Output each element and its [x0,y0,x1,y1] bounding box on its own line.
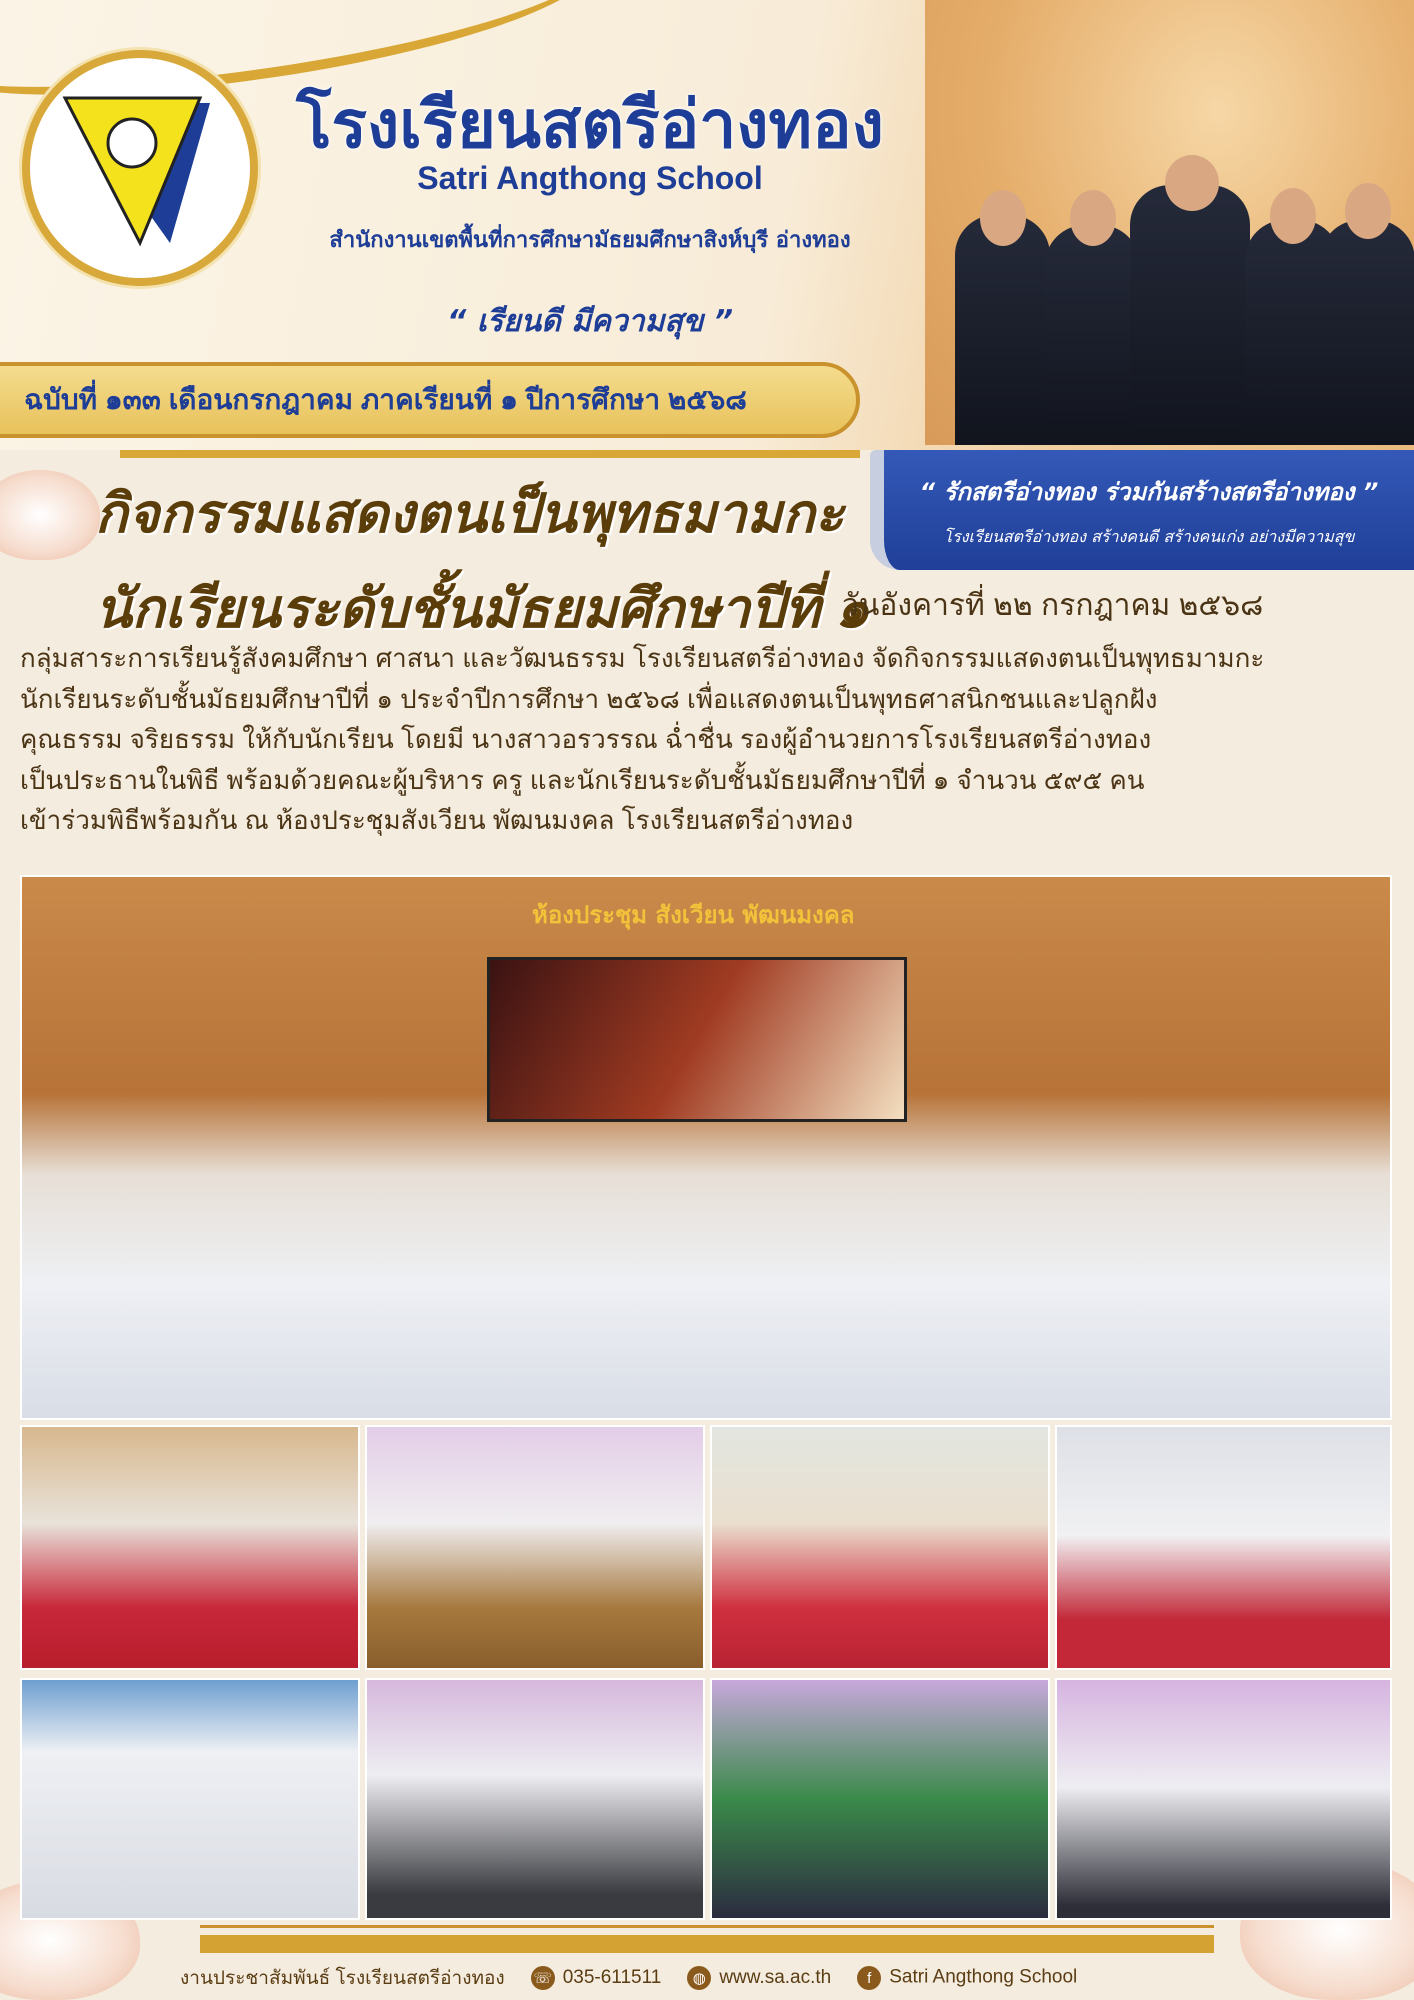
headline-line2: นักเรียนระดับชั้นมัธยมศึกษาปีที่ ๑ [95,579,870,639]
photo-student-bowing [710,1425,1050,1670]
facebook-icon: f [857,1966,881,1990]
footer-phone[interactable] [531,1966,662,1990]
photo-students-seated-hall [1055,1678,1392,1920]
footer-facebook[interactable] [857,1966,1077,1990]
lotus-decoration [0,470,100,560]
footer-department: งานประชาสัมพันธ์ โรงเรียนสตรีอ่างทอง [180,1968,505,1989]
footer [180,1958,1077,1998]
website-link: www.sa.ac.th [719,1967,832,1988]
issue-banner: ฉบับที่ ๑๓๓ เดือนกรกฎาคม ภาคเรียนที่ ๑ ปีการศึกษา ๒๕๖๘ [0,362,860,438]
motto: “ เรียนดี มีความสุข ” [446,304,734,339]
footer-bar [200,1935,1214,1953]
slogan-line1: “ รักสตรีอ่างทอง ร่วมกันสร้างสตรีอ่างทอง ” [919,478,1379,506]
school-logo [22,50,258,286]
school-name-en: Satri Angthong School [417,160,763,196]
facebook-page: Satri Angthong School [889,1966,1078,1988]
photo-students-green [710,1678,1050,1920]
phone-icon: ☏ [531,1966,555,1990]
photo-teachers-seated [365,1425,705,1670]
photo-students-praying [1055,1425,1392,1670]
photo-monk-offering [20,1425,360,1670]
body-line: เข้าร่วมพิธีพร้อมกัน ณ ห้องประชุมสังเวียน พัฒนมงคล โรงเรียนสตรีอ่างทอง [20,805,854,835]
body-line: กลุ่มสาระการเรียนรู้สังคมศึกษา ศาสนา และวัฒนธรรม โรงเรียนสตรีอ่างทอง จัดกิจกรรมแสดงตนเป็นพุทธมามกะ [20,643,1265,673]
article-body [20,638,1400,841]
footer-divider [200,1925,1214,1928]
slogan-scroll [870,450,1414,570]
footer-website[interactable] [687,1966,831,1990]
headline-line1: กิจกรรมแสดงตนเป็นพุทธมามกะ [95,484,844,544]
body-line: นักเรียนระดับชั้นมัธยมศึกษาปีที่ ๑ ประจำปีการศึกษา ๒๕๖๘ เพื่อแสดงตนเป็นพุทธศาสนิกชนและปลูกฝัง [20,683,1158,714]
main-photo-hall [20,875,1392,1420]
projection-screen [487,957,907,1122]
article-date: วันอังคารที่ ๒๒ กรกฎาคม ๒๕๖๘ [842,589,1264,622]
agency-name: สำนักงานเขตพื้นที่การศึกษามัธยมศึกษาสิงห์บุรี อ่างทอง [329,228,851,253]
school-name-th: โรงเรียนสตรีอ่างทอง [296,87,884,161]
body-line: คุณธรรม จริยธรรม ให้กับนักเรียน โดยมี นางสาวอรวรรณ ฉ่ำชื่น รองผู้อำนวยการโรงเรียนสตรีอ่างทอง [20,724,1152,754]
divider [120,450,860,458]
photo-monk-blessing [365,1678,705,1920]
hall-sign: ห้องประชุม สังเวียน พัฒนมงคล [532,901,855,929]
photo-students-floor [20,1678,360,1920]
slogan-line2: โรงเรียนสตรีอ่างทอง สร้างคนดี สร้างคนเก่ง อย่างมีความสุข [943,527,1355,546]
body-line: เป็นประธานในพิธี พร้อมด้วยคณะผู้บริหาร ครู และนักเรียนระดับชั้นมัธยมศึกษาปีที่ ๑ จำนวน ๕๙๕ คน [20,764,1145,795]
globe-icon: ◍ [687,1966,711,1990]
staff-photo [925,0,1414,445]
phone-number: 035-611511 [562,1967,662,1988]
